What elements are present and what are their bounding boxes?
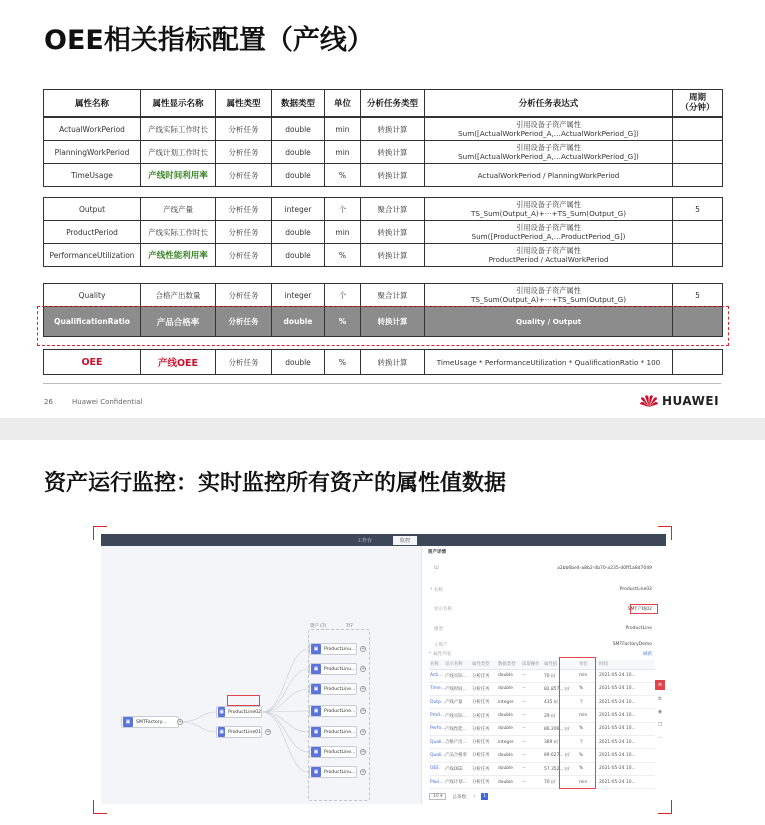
expand-icon[interactable]: + [361, 686, 366, 692]
table-cell: 分析任务 [471, 709, 497, 722]
child-asset-node[interactable] [309, 726, 357, 738]
node-label: ProductLine... [324, 686, 356, 692]
table-cell: min [578, 709, 598, 722]
data-type-cell: double [272, 307, 325, 337]
table-cell: double [497, 709, 521, 722]
table-cell: 分析任务 [471, 749, 497, 762]
table-cell: Perfo... [429, 722, 444, 735]
table-row[interactable] [429, 722, 655, 735]
highlight-box [559, 657, 596, 789]
node-label: ProductLine... [324, 729, 356, 735]
table-cell: % [578, 762, 598, 775]
task-type-cell: 转换计算 [361, 244, 425, 267]
table-cell: 86.206... ㎡ [543, 722, 578, 735]
attr-type-cell: 分析任务 [216, 350, 272, 375]
table-row[interactable] [429, 696, 655, 709]
expand-icon[interactable]: + [361, 646, 366, 652]
task-expr-cell [425, 221, 673, 244]
data-type-cell: integer [272, 198, 325, 221]
node-label: ProductLinu... [324, 769, 356, 775]
data-type-cell: double [272, 164, 325, 187]
asset-detail-panel [421, 546, 666, 804]
table-cell: double [497, 682, 521, 695]
attribute-list-text: 属性列表 [433, 652, 452, 657]
id-label: ID [434, 566, 439, 571]
group-count-text: 7/7 [345, 624, 353, 629]
parent-label: 父资产 [434, 643, 448, 648]
confidential-label: Huawei Confidential [72, 398, 143, 406]
huawei-logo [640, 394, 719, 408]
attribute-group-oee [43, 349, 723, 375]
attr-name-cell: QualificationRatio [44, 307, 141, 337]
attribute-row [44, 284, 723, 307]
table-cell: 2021-05-24 10... [598, 696, 655, 709]
unit-cell: 个 [325, 284, 361, 307]
task-expr-cell [425, 118, 673, 141]
table-cell: 分析任务 [471, 682, 497, 695]
asset-icon: ▣ [123, 717, 133, 727]
unit-cell: min [325, 141, 361, 164]
table-cell: 2021-05-24 10... [598, 709, 655, 722]
expr-line: TS_Sum(Output_A)+···+TS_Sum(Output_G) [470, 209, 627, 218]
display-name-cell: 产线计划工作时长 [141, 141, 216, 164]
expr-line: 引用设备子资产属性 [516, 223, 581, 232]
period-cell [673, 244, 723, 267]
table-cell: -- [521, 749, 543, 762]
unit-cell: % [325, 350, 361, 375]
table-cell: 2021-05-24 10... [598, 722, 655, 735]
attribute-row [44, 221, 723, 244]
table-cell: double [497, 762, 521, 775]
task-expr-cell [425, 350, 673, 375]
expand-icon[interactable]: + [361, 769, 366, 775]
pagination [429, 793, 488, 800]
period-cell [673, 141, 723, 164]
period-cell [673, 164, 723, 187]
node-label: ProductLinu... [324, 666, 356, 672]
table-cell: integer [497, 735, 521, 748]
expr-line: 引用设备子资产属性 [516, 286, 581, 295]
task-type-cell: 转换计算 [361, 164, 425, 187]
table-cell: 产线实际... [444, 669, 471, 682]
period-cell [673, 350, 723, 375]
asset-icon: ▣ [311, 684, 321, 694]
attribute-group-time [43, 117, 723, 187]
attribute-row [44, 164, 723, 187]
table-cell: -- [521, 775, 543, 788]
current-page[interactable]: 1 [483, 794, 487, 799]
table-cell: min [578, 669, 598, 682]
table-cell: 2021-05-24 10... [598, 735, 655, 748]
table-cell: Outp... [429, 696, 444, 709]
expr-line: TS_Sum(Output_A)+···+TS_Sum(Output_G) [470, 295, 627, 304]
attribute-row [44, 141, 723, 164]
slide-title: 资产运行监控：实时监控所有资产的属性值数据 [44, 471, 507, 496]
child-group-label [310, 623, 353, 629]
table-cell: Acti... [429, 669, 444, 682]
root-asset-node[interactable] [121, 716, 179, 728]
table-cell: 产品合格率 [444, 749, 471, 762]
expr-line: 引用设备子资产属性 [516, 200, 581, 209]
expr-line: 引用设备子资产属性 [516, 120, 581, 129]
attr-name-cell: PerformanceUtilization [44, 244, 141, 267]
display-name-cell: 产线产量 [141, 198, 216, 221]
asset-icon: ▣ [311, 767, 321, 777]
table-row[interactable] [429, 749, 655, 762]
huawei-petal-icon [640, 394, 658, 408]
table-cell: integer [497, 696, 521, 709]
table-cell: 个 [578, 735, 598, 748]
display-name-cell: 产线实际工作时长 [141, 118, 216, 141]
side-toolbar [654, 680, 666, 742]
table-cell: 分析任务 [471, 696, 497, 709]
node-label: SMTFactory... [136, 719, 167, 725]
child-asset-node[interactable] [309, 766, 357, 778]
task-expr-cell [425, 284, 673, 307]
list-view-icon[interactable]: ≡ [655, 680, 665, 690]
expand-icon[interactable]: + [361, 708, 366, 714]
table-cell: OEE [429, 762, 444, 775]
attr-name-cell: OEE [44, 350, 141, 375]
asset-icon: ▣ [311, 727, 321, 737]
display-name-cell: 产线OEE [141, 350, 216, 375]
data-type-cell: double [272, 221, 325, 244]
footer-divider [43, 383, 721, 384]
display-name-cell: 产线实际工作时长 [141, 221, 216, 244]
header-data-type: 数据类型 [272, 90, 325, 117]
table-cell: 2021-05-24 10... [598, 669, 655, 682]
task-type-cell: 聚合计算 [361, 284, 425, 307]
prev-page-icon[interactable]: ‹ [473, 794, 476, 799]
page-size-select[interactable]: 10 ▾ [429, 793, 446, 800]
table-cell: 个 [578, 696, 598, 709]
expand-icon[interactable]: + [361, 666, 366, 672]
group-label-text: 资产 (7) [310, 624, 327, 629]
header-attr-name: 属性名称 [44, 90, 141, 117]
total-label: 总条数: [452, 794, 468, 800]
table-cell: 2021-05-24 10... [598, 775, 655, 788]
productline01-node[interactable] [216, 726, 262, 738]
copy-icon[interactable]: ❐ [657, 722, 663, 728]
app-tab-bar [101, 534, 666, 546]
table-row[interactable] [429, 709, 655, 722]
attr-name-cell: Quality [44, 284, 141, 307]
attr-type-cell: 分析任务 [216, 141, 272, 164]
more-icon[interactable]: ⋯ [657, 735, 663, 741]
task-type-cell: 转换计算 [361, 141, 425, 164]
asset-icon: ▣ [311, 747, 321, 757]
table-cell: 57.352... ㎡ [543, 762, 578, 775]
expr-line: Quality / Output [515, 317, 582, 326]
node-label: ProductLinu... [324, 646, 356, 652]
view-icon[interactable]: ◉ [657, 709, 663, 715]
table-cell: 分析任务 [471, 669, 497, 682]
tab-workbench[interactable]: 工作台 [356, 537, 372, 544]
table-cell: -- [521, 682, 543, 695]
data-type-cell: double [272, 244, 325, 267]
slide-separator [0, 418, 765, 440]
table-cell: 435 ㎡ [543, 696, 578, 709]
logo-text: HUAWEI [662, 394, 720, 408]
table-row[interactable] [429, 762, 655, 775]
table-cell: 产线性能... [444, 722, 471, 735]
child-asset-node[interactable] [309, 643, 357, 655]
model-label: 模型 [434, 627, 443, 632]
data-type-cell: integer [272, 284, 325, 307]
id-value: a2bb6be4-a8b2-4b70-a235-d0ff1a8d7049 [557, 566, 652, 571]
attr-type-cell: 分析任务 [216, 221, 272, 244]
table-cell: double [497, 722, 521, 735]
display-name-cell: 产线时间利用率 [141, 164, 216, 187]
task-type-cell: 转换计算 [361, 307, 425, 337]
expr-line: 引用设备子资产属性 [516, 246, 581, 255]
display-name-cell: 产品合格率 [141, 307, 216, 337]
productline02-node[interactable] [216, 706, 262, 718]
attr-type-cell: 分析任务 [216, 244, 272, 267]
panel-title: 资产详情 [428, 550, 446, 555]
node-label: ProductLine... [324, 708, 356, 714]
unit-cell: min [325, 221, 361, 244]
table-cell: 2021-05-24 10... [598, 749, 655, 762]
unit-cell: % [325, 244, 361, 267]
expr-line: ProductPeriod / ActualWorkPeriod [488, 255, 609, 264]
child-asset-node[interactable] [309, 705, 357, 717]
model-value: ProductLine [625, 626, 652, 631]
task-type-cell: 转换计算 [361, 350, 425, 375]
header-period: 周期 （分钟） [673, 90, 723, 117]
task-expr-cell [425, 244, 673, 267]
table-cell: Prod... [429, 709, 444, 722]
attr-type-cell: 分析任务 [216, 118, 272, 141]
slide-title: OEE相关指标配置（产线） [44, 25, 374, 56]
header-attr-type: 属性类型 [216, 90, 272, 117]
asset-icon: ▣ [311, 664, 321, 674]
table-cell: double [497, 669, 521, 682]
attribute-row [44, 350, 723, 375]
table-cell: -- [521, 709, 543, 722]
page-size-value: 10 [433, 794, 439, 799]
table-cell: 产线实际... [444, 709, 471, 722]
unit-cell: % [325, 307, 361, 337]
attr-name-cell: PlanningWorkPeriod [44, 141, 141, 164]
display-name-label: 显示名称 [434, 607, 452, 612]
display-name-cell: 产线性能利用率 [141, 244, 216, 267]
table-cell: 389 ㎡ [543, 735, 578, 748]
expand-icon[interactable]: + [361, 749, 366, 755]
table-cell: Plan... [429, 775, 444, 788]
expr-line: Sum([ActualWorkPeriod_A,…ActualWorkPeriod_G]) [458, 129, 639, 138]
expr-line: TimeUsage * PerformanceUtilization * QualificationRatio * 100 [436, 357, 661, 367]
attr-name-cell: TimeUsage [44, 164, 141, 187]
settings-icon[interactable]: ⚙ [657, 696, 663, 702]
table-cell: 产线时间... [444, 682, 471, 695]
unit-cell: % [325, 164, 361, 187]
table-row[interactable] [429, 735, 655, 748]
table-cell: 分析任务 [471, 762, 497, 775]
slide-asset-monitoring [0, 440, 765, 825]
refresh-link[interactable]: 刷新 [643, 652, 652, 657]
attr-type-cell: 分析任务 [216, 307, 272, 337]
table-cell: -- [521, 722, 543, 735]
table-cell: -- [521, 735, 543, 748]
task-expr-cell [425, 198, 673, 221]
period-cell: 5 [673, 198, 723, 221]
attribute-table-header [43, 89, 723, 117]
header-unit: 单位 [325, 90, 361, 117]
header-task-expr: 分析任务表达式 [425, 90, 673, 117]
table-cell: Quali... [429, 749, 444, 762]
attr-name-cell: ProductPeriod [44, 221, 141, 244]
table-cell: 2021-05-24 10... [598, 682, 655, 695]
attribute-row [44, 118, 723, 141]
table-cell: 分析任务 [471, 775, 497, 788]
attr-type-cell: 分析任务 [216, 164, 272, 187]
period-cell [673, 118, 723, 141]
table-cell: 2021-05-24 10... [598, 762, 655, 775]
asset-icon: ▣ [219, 709, 224, 715]
table-cell: 产线产量 [444, 696, 471, 709]
table-cell: Quali... [429, 735, 444, 748]
column-header[interactable]: 数据类型 [497, 660, 521, 669]
attribute-group-performance [43, 197, 723, 267]
expr-line: Sum([ActualWorkPeriod_A,…ActualWorkPeriod_G]) [458, 152, 639, 161]
table-cell: -- [521, 696, 543, 709]
expand-icon[interactable]: + [266, 729, 271, 735]
header-task-type: 分析任务类型 [361, 90, 425, 117]
table-cell: 分析任务 [471, 735, 497, 748]
task-type-cell: 转换计算 [361, 221, 425, 244]
highlight-box [227, 695, 260, 706]
expand-icon[interactable]: + [361, 729, 366, 735]
table-cell: % [578, 749, 598, 762]
child-asset-node[interactable] [309, 746, 357, 758]
monitor-app-screenshot [101, 534, 666, 804]
data-type-cell: double [272, 118, 325, 141]
unit-cell: 个 [325, 198, 361, 221]
table-cell: -- [521, 669, 543, 682]
task-expr-cell [425, 164, 673, 187]
attr-type-cell: 分析任务 [216, 198, 272, 221]
table-cell: 70 ㎡ [543, 669, 578, 682]
column-header[interactable]: 显示名称 [444, 660, 471, 669]
table-cell: 70 ㎡ [543, 775, 578, 788]
period-cell: 5 [673, 284, 723, 307]
display-name-value[interactable]: SMT产线02 [627, 607, 652, 612]
task-type-cell: 聚合计算 [361, 198, 425, 221]
table-cell: 产线计划... [444, 775, 471, 788]
attr-name-cell: ActualWorkPeriod [44, 118, 141, 141]
table-cell: double [497, 775, 521, 788]
table-cell: -- [521, 762, 543, 775]
expand-icon[interactable]: + [178, 719, 183, 725]
task-type-cell: 转换计算 [361, 118, 425, 141]
table-header-row [429, 660, 655, 669]
attribute-value-table [429, 660, 655, 789]
asset-icon: ▣ [219, 729, 224, 735]
parent-value: SMTFactoryDemo [612, 642, 652, 647]
period-cell [673, 221, 723, 244]
attr-type-cell: 分析任务 [216, 284, 272, 307]
table-cell: Time... [429, 682, 444, 695]
expr-line: Sum([ProductPeriod_A,…ProductPeriod_G]) [471, 232, 626, 241]
column-header[interactable]: 时间 [598, 660, 655, 669]
display-name-cell: 合格产出数量 [141, 284, 216, 307]
header-display-name: 属性显示名称 [141, 90, 216, 117]
column-header[interactable]: 属性值 [543, 660, 578, 669]
data-type-cell: double [272, 141, 325, 164]
attr-name-cell: Output [44, 198, 141, 221]
node-label: ProductLine... [324, 749, 356, 755]
task-expr-cell [425, 141, 673, 164]
table-cell: 29 ㎡ [543, 709, 578, 722]
table-cell: 分析任务 [471, 722, 497, 735]
column-header[interactable]: 属性类型 [471, 660, 497, 669]
node-label: ProductLine02 [228, 709, 261, 715]
name-label: * 名称 [430, 588, 443, 593]
table-row[interactable] [429, 669, 655, 682]
data-type-cell: double [272, 350, 325, 375]
highlight-dashed-box [37, 306, 729, 346]
node-label: ProductLine01 [228, 729, 261, 735]
table-cell: 合格产出... [444, 735, 471, 748]
column-header[interactable]: 名称 [429, 660, 444, 669]
table-row[interactable] [429, 682, 655, 695]
table-cell: 产线OEE [444, 762, 471, 775]
table-row[interactable] [429, 775, 655, 788]
column-header[interactable]: 读取操作 [521, 660, 543, 669]
table-cell: 89.627... ㎡ [543, 749, 578, 762]
expr-line: ActualWorkPeriod / PlanningWorkPeriod [477, 170, 620, 180]
highlight-box [627, 604, 658, 614]
attribute-row [44, 198, 723, 221]
unit-cell: min [325, 118, 361, 141]
expr-line: 引用设备子资产属性 [516, 143, 581, 152]
table-cell: 82.857... ㎡ [543, 682, 578, 695]
page-number: 26 [44, 398, 53, 406]
asset-icon: ▣ [311, 644, 321, 654]
name-value: ProductLine02 [619, 587, 652, 592]
asset-icon: ▣ [311, 706, 321, 716]
attribute-row [44, 244, 723, 267]
attribute-list-label: ^ 属性列表 [428, 652, 452, 657]
table-cell: % [578, 722, 598, 735]
child-asset-node[interactable] [309, 663, 357, 675]
table-cell: % [578, 682, 598, 695]
tab-monitor[interactable]: 监控 [393, 536, 417, 545]
column-header[interactable]: 单位 [578, 660, 598, 669]
table-cell: double [497, 749, 521, 762]
table-cell: min [578, 775, 598, 788]
child-asset-node[interactable] [309, 683, 357, 695]
topology-canvas[interactable] [101, 546, 416, 804]
